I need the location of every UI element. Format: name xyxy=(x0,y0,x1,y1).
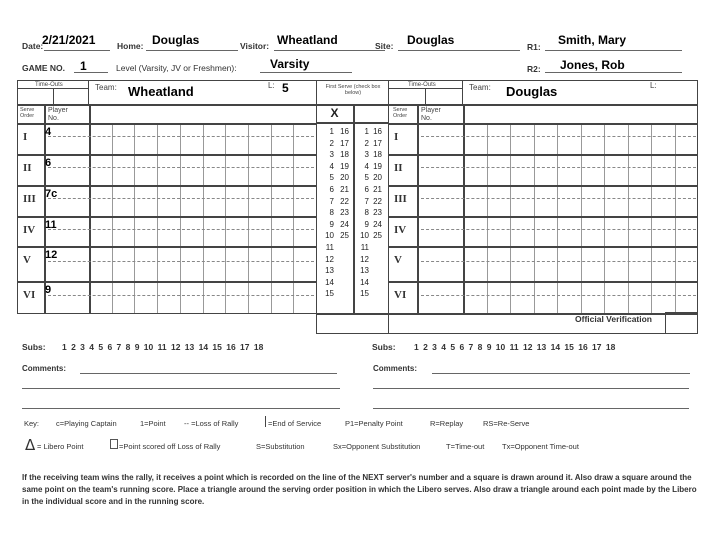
running-score-point[interactable]: 17 xyxy=(373,138,382,148)
score-cell[interactable] xyxy=(487,216,511,246)
right-player-label: Player No. xyxy=(421,107,441,122)
right-comments-line[interactable] xyxy=(373,408,689,409)
running-score-point[interactable]: 11 xyxy=(360,243,369,252)
key-item: =End of Service xyxy=(268,419,322,428)
score-cell[interactable] xyxy=(651,246,675,281)
left-comments-line[interactable] xyxy=(80,373,337,374)
score-cell[interactable] xyxy=(534,246,558,281)
running-score-point[interactable]: 25 xyxy=(340,231,349,241)
score-cell[interactable] xyxy=(89,185,112,216)
running-score-point[interactable]: 1 xyxy=(329,127,334,136)
score-cell[interactable] xyxy=(248,246,271,281)
score-cell[interactable] xyxy=(557,185,581,216)
serve-order-5: V xyxy=(23,254,31,266)
date-line xyxy=(44,50,110,51)
running-score-point[interactable]: 6 xyxy=(329,185,334,194)
right-timeouts-label: Time-Outs xyxy=(408,82,436,88)
score-cell[interactable] xyxy=(675,281,699,313)
key-item: 1=Point xyxy=(140,419,166,428)
score-cell[interactable] xyxy=(628,216,652,246)
score-cell[interactable] xyxy=(180,154,203,185)
level-line xyxy=(260,72,352,73)
score-cell[interactable] xyxy=(487,185,511,216)
right-comments-line[interactable] xyxy=(432,373,690,374)
serve-order-6: VI xyxy=(23,289,36,301)
score-cell[interactable] xyxy=(293,185,316,216)
level-field[interactable]: Varsity xyxy=(270,57,310,71)
score-cell[interactable] xyxy=(651,154,675,185)
key-item: Sx=Opponent Substitution xyxy=(333,442,421,451)
divider xyxy=(353,104,355,314)
score-cell[interactable] xyxy=(510,123,534,154)
left-team-name[interactable]: Wheatland xyxy=(128,84,194,99)
running-score-point[interactable]: 24 xyxy=(373,219,382,229)
score-cell[interactable] xyxy=(487,123,511,154)
right-team-name[interactable]: Douglas xyxy=(506,84,558,99)
left-comments-line[interactable] xyxy=(22,388,340,389)
running-score-point[interactable]: 3 xyxy=(364,150,369,160)
game-label: GAME NO. xyxy=(22,63,65,73)
key-item: R=Replay xyxy=(430,419,464,428)
score-cell[interactable] xyxy=(225,185,248,216)
score-cell[interactable] xyxy=(675,154,699,185)
date-field[interactable]: 2/21/2021 xyxy=(42,33,96,47)
site-line xyxy=(398,50,520,51)
key-item: = Libero Point xyxy=(37,442,84,451)
running-score-point[interactable]: 23 xyxy=(340,208,349,218)
running-score-point[interactable]: 17 xyxy=(340,138,349,148)
running-score-point[interactable]: 18 xyxy=(373,150,382,160)
score-cell[interactable] xyxy=(604,246,628,281)
score-cell[interactable] xyxy=(581,216,605,246)
r1-field[interactable]: Smith, Mary xyxy=(558,33,627,47)
running-score-point[interactable]: 9 xyxy=(329,219,334,229)
score-cell[interactable] xyxy=(651,216,675,246)
visitor-line xyxy=(274,50,385,51)
player-number[interactable]: 12 xyxy=(45,249,58,261)
score-cell[interactable] xyxy=(487,281,511,313)
running-score-point[interactable]: 22 xyxy=(373,196,382,206)
score-cell[interactable] xyxy=(157,185,180,216)
site-label: Site: xyxy=(375,41,394,51)
score-cell[interactable] xyxy=(510,281,534,313)
score-cell[interactable] xyxy=(628,123,652,154)
score-cell[interactable] xyxy=(225,154,248,185)
right-libero-label: L: xyxy=(650,81,657,90)
running-score-point[interactable]: 7 xyxy=(329,196,334,206)
level-label: Level (Varsity, JV or Freshmen): xyxy=(116,63,237,73)
running-score-point[interactable]: 8 xyxy=(329,208,334,218)
score-cell[interactable] xyxy=(248,281,271,313)
serve-order-5: V xyxy=(394,254,402,266)
running-score-point[interactable]: 20 xyxy=(340,173,349,183)
score-cell[interactable] xyxy=(134,123,157,154)
divider xyxy=(53,88,54,105)
score-cell[interactable] xyxy=(271,281,294,313)
score-cell[interactable] xyxy=(225,216,248,246)
score-cell[interactable] xyxy=(112,154,135,185)
running-score-point[interactable]: 1 xyxy=(364,127,369,136)
official-verification-label: Official Verification xyxy=(575,314,652,324)
date-label: Date: xyxy=(22,41,44,51)
score-cell[interactable] xyxy=(89,216,112,246)
score-cell[interactable] xyxy=(271,123,294,154)
score-cell[interactable] xyxy=(510,216,534,246)
score-cell[interactable] xyxy=(157,154,180,185)
score-cell[interactable] xyxy=(604,154,628,185)
running-score-point[interactable]: 5 xyxy=(364,173,369,183)
score-cell[interactable] xyxy=(271,246,294,281)
serve-order-1: I xyxy=(394,131,399,143)
score-cell[interactable] xyxy=(89,281,112,313)
score-cell[interactable] xyxy=(581,246,605,281)
score-cell[interactable] xyxy=(180,246,203,281)
player-number[interactable]: 4 xyxy=(45,126,52,138)
running-score-point[interactable]: 15 xyxy=(325,289,334,299)
score-cell[interactable] xyxy=(225,123,248,154)
score-cell[interactable] xyxy=(271,154,294,185)
score-cell[interactable] xyxy=(293,154,316,185)
player-number[interactable]: 6 xyxy=(45,157,52,169)
score-cell[interactable] xyxy=(534,216,558,246)
score-cell[interactable] xyxy=(248,185,271,216)
visitor-label: Visitor: xyxy=(240,41,270,51)
divider xyxy=(17,104,317,106)
triangle-icon: Δ xyxy=(25,436,36,454)
score-cell[interactable] xyxy=(89,123,112,154)
r2-field[interactable]: Jones, Rob xyxy=(560,58,625,72)
right-comments-line[interactable] xyxy=(373,388,689,389)
serve-order-2: II xyxy=(394,162,403,174)
score-cell[interactable] xyxy=(248,123,271,154)
score-cell[interactable] xyxy=(157,123,180,154)
serve-order-3: III xyxy=(23,193,36,205)
running-score-point[interactable]: 25 xyxy=(373,231,382,241)
score-cell[interactable] xyxy=(271,216,294,246)
key-item: T=Time-out xyxy=(446,442,485,451)
score-cell[interactable] xyxy=(293,216,316,246)
running-score-point[interactable]: 19 xyxy=(340,161,349,171)
score-cell[interactable] xyxy=(134,154,157,185)
score-cell[interactable] xyxy=(180,216,203,246)
running-score-point[interactable]: 24 xyxy=(340,219,349,229)
serve-order-3: III xyxy=(394,193,407,205)
score-cell[interactable] xyxy=(557,123,581,154)
serve-order-2: II xyxy=(23,162,32,174)
score-cell[interactable] xyxy=(581,185,605,216)
running-score-point[interactable]: 19 xyxy=(373,161,382,171)
score-cell[interactable] xyxy=(180,185,203,216)
running-score-point[interactable]: 9 xyxy=(364,219,369,229)
running-score-point[interactable]: 6 xyxy=(364,185,369,194)
left-subs-numbers[interactable]: 1 2 3 4 5 6 7 8 9 10 11 12 13 14 15 16 17 18 xyxy=(62,342,264,352)
home-label: Home: xyxy=(117,41,144,51)
score-cell[interactable] xyxy=(510,246,534,281)
r1-line xyxy=(545,50,682,51)
end-of-service-icon xyxy=(265,416,266,427)
score-cell[interactable] xyxy=(463,185,487,216)
running-score-point[interactable]: 5 xyxy=(329,173,334,183)
running-score-point[interactable]: 21 xyxy=(373,185,382,194)
running-score-point[interactable]: 3 xyxy=(329,150,334,160)
score-cell[interactable] xyxy=(180,123,203,154)
score-cell[interactable] xyxy=(675,123,699,154)
score-cell[interactable] xyxy=(581,123,605,154)
right-serve-order-label: Serve Order xyxy=(393,107,408,119)
score-cell[interactable] xyxy=(157,246,180,281)
score-cell[interactable] xyxy=(628,154,652,185)
score-cell[interactable] xyxy=(675,216,699,246)
key-item: RS=Re-Serve xyxy=(483,419,530,428)
score-cell[interactable] xyxy=(225,281,248,313)
r1-label: R1: xyxy=(527,42,541,52)
running-score-point[interactable]: 2 xyxy=(364,138,369,148)
score-cell[interactable] xyxy=(225,246,248,281)
score-cell[interactable] xyxy=(112,123,135,154)
running-score-point[interactable]: 16 xyxy=(340,127,349,136)
score-cell[interactable] xyxy=(487,154,511,185)
key-item: =Point scored off Loss of Rally xyxy=(119,442,221,451)
score-cell[interactable] xyxy=(534,123,558,154)
score-cell[interactable] xyxy=(134,281,157,313)
running-score-point[interactable]: 13 xyxy=(325,266,334,276)
left-comments-line[interactable] xyxy=(22,408,340,409)
score-cell[interactable] xyxy=(628,281,652,313)
left-libero-label: L: xyxy=(268,81,275,90)
score-cell[interactable] xyxy=(651,281,675,313)
left-subs-label: Subs: xyxy=(22,342,46,352)
key-item: c=Playing Captain xyxy=(56,419,117,428)
running-score-point[interactable]: 10 xyxy=(360,231,369,241)
player-number[interactable]: 7c xyxy=(45,188,58,200)
left-comments-label: Comments: xyxy=(22,364,67,373)
right-subs-numbers[interactable]: 1 2 3 4 5 6 7 8 9 10 11 12 13 14 15 16 17 18 xyxy=(414,342,616,352)
key-item: -- =Loss of Rally xyxy=(184,419,239,428)
r2-line xyxy=(545,72,682,73)
score-cell[interactable] xyxy=(293,246,316,281)
score-cell[interactable] xyxy=(510,185,534,216)
running-score-point[interactable]: 20 xyxy=(373,173,382,183)
score-cell[interactable] xyxy=(557,154,581,185)
running-score-point[interactable]: 10 xyxy=(325,231,334,241)
key-item: S=Substitution xyxy=(256,442,305,451)
first-serve-label: First Serve (check box below) xyxy=(325,84,381,96)
score-cell[interactable] xyxy=(651,123,675,154)
left-serve-order-label: Serve Order xyxy=(20,107,35,119)
running-score-point[interactable]: 4 xyxy=(364,161,369,171)
r2-label: R2: xyxy=(527,64,541,74)
score-cell[interactable] xyxy=(157,216,180,246)
right-team-label: Team: xyxy=(469,83,491,92)
serve-order-1: I xyxy=(23,131,28,143)
left-player-label: Player No. xyxy=(48,107,68,122)
game-field[interactable]: 1 xyxy=(80,59,87,73)
score-cell[interactable] xyxy=(604,185,628,216)
score-cell[interactable] xyxy=(203,154,226,185)
running-score-point[interactable]: 12 xyxy=(325,254,334,264)
score-cell[interactable] xyxy=(203,281,226,313)
score-cell[interactable] xyxy=(248,216,271,246)
official-verification-box[interactable] xyxy=(665,312,698,334)
score-cell[interactable] xyxy=(293,123,316,154)
score-cell[interactable] xyxy=(510,154,534,185)
running-score-point[interactable]: 21 xyxy=(340,185,349,194)
instructions-text: If the receiving team wins the rally, it receives a point which is recorded on the line of the NEXT server's number and a square is drawn around it. Also draw a square around the same point on the team's running score. Place a triangle around the serving order position in which the Libero serves. Also draw a triangle around each point made by the Libero in the individual score and in the running score. xyxy=(22,473,697,506)
divider xyxy=(425,88,426,105)
running-score-point[interactable]: 22 xyxy=(340,196,349,206)
score-cell[interactable] xyxy=(604,216,628,246)
score-cell[interactable] xyxy=(557,281,581,313)
score-cell[interactable] xyxy=(675,246,699,281)
running-score-point[interactable]: 16 xyxy=(373,127,382,136)
score-cell[interactable] xyxy=(112,185,135,216)
right-comments-label: Comments: xyxy=(373,364,418,373)
score-cell[interactable] xyxy=(557,216,581,246)
score-cell[interactable] xyxy=(203,216,226,246)
score-cell[interactable] xyxy=(112,281,135,313)
running-score-point[interactable]: 2 xyxy=(329,138,334,148)
score-cell[interactable] xyxy=(628,185,652,216)
score-cell[interactable] xyxy=(463,154,487,185)
score-cell[interactable] xyxy=(203,246,226,281)
running-score-point[interactable]: 13 xyxy=(360,266,369,276)
key-label: Key: xyxy=(24,419,40,428)
player-number[interactable]: 11 xyxy=(45,219,57,231)
running-score-point[interactable]: 15 xyxy=(360,289,369,299)
home-line xyxy=(146,50,238,51)
first-serve-right-checkbox[interactable] xyxy=(354,106,389,122)
score-cell[interactable] xyxy=(89,154,112,185)
key-item: Tx=Opponent Time-out xyxy=(502,442,579,451)
score-cell[interactable] xyxy=(293,281,316,313)
score-cell[interactable] xyxy=(651,185,675,216)
score-cell[interactable] xyxy=(248,154,271,185)
left-libero-number[interactable]: 5 xyxy=(282,81,289,95)
running-score-point[interactable]: 18 xyxy=(340,150,349,160)
running-score-point[interactable]: 12 xyxy=(360,254,369,264)
running-score-point[interactable]: 8 xyxy=(364,208,369,218)
score-cell[interactable] xyxy=(487,246,511,281)
score-cell[interactable] xyxy=(203,185,226,216)
score-cell[interactable] xyxy=(581,281,605,313)
score-cell[interactable] xyxy=(557,246,581,281)
divider xyxy=(316,313,389,315)
score-cell[interactable] xyxy=(463,281,487,313)
running-score-point[interactable]: 14 xyxy=(325,277,334,287)
serve-order-4: IV xyxy=(23,224,36,236)
score-cell[interactable] xyxy=(463,246,487,281)
score-cell[interactable] xyxy=(604,123,628,154)
running-score-point[interactable]: 4 xyxy=(329,161,334,171)
left-team-label: Team: xyxy=(95,83,117,92)
running-score-point[interactable]: 14 xyxy=(360,277,369,287)
score-cell[interactable] xyxy=(534,281,558,313)
score-cell[interactable] xyxy=(134,185,157,216)
serve-order-4: IV xyxy=(394,224,407,236)
left-timeouts-label: Time-Outs xyxy=(35,82,63,88)
score-cell[interactable] xyxy=(157,281,180,313)
serve-order-6: VI xyxy=(394,289,407,301)
score-cell[interactable] xyxy=(134,246,157,281)
site-field[interactable]: Douglas xyxy=(407,33,455,47)
score-cell[interactable] xyxy=(134,216,157,246)
score-cell[interactable] xyxy=(463,123,487,154)
divider xyxy=(388,104,698,106)
right-subs-label: Subs: xyxy=(372,342,396,352)
first-serve-left-checkbox[interactable]: X xyxy=(330,106,339,120)
key-item: P1=Penalty Point xyxy=(345,419,403,428)
score-cell[interactable] xyxy=(463,216,487,246)
score-cell[interactable] xyxy=(112,216,135,246)
square-icon xyxy=(110,439,118,449)
visitor-field[interactable]: Wheatland xyxy=(277,33,338,47)
score-cell[interactable] xyxy=(180,281,203,313)
score-cell[interactable] xyxy=(271,185,294,216)
score-cell[interactable] xyxy=(604,281,628,313)
score-cell[interactable] xyxy=(534,185,558,216)
score-cell[interactable] xyxy=(581,154,605,185)
home-field[interactable]: Douglas xyxy=(152,33,200,47)
score-cell[interactable] xyxy=(203,123,226,154)
player-number[interactable]: 9 xyxy=(45,284,52,296)
score-cell[interactable] xyxy=(89,246,112,281)
running-score-point[interactable]: 7 xyxy=(364,196,369,206)
score-cell[interactable] xyxy=(675,185,699,216)
score-cell[interactable] xyxy=(112,246,135,281)
running-score-point[interactable]: 23 xyxy=(373,208,382,218)
score-cell[interactable] xyxy=(628,246,652,281)
score-cell[interactable] xyxy=(534,154,558,185)
running-score-point[interactable]: 11 xyxy=(325,243,334,252)
